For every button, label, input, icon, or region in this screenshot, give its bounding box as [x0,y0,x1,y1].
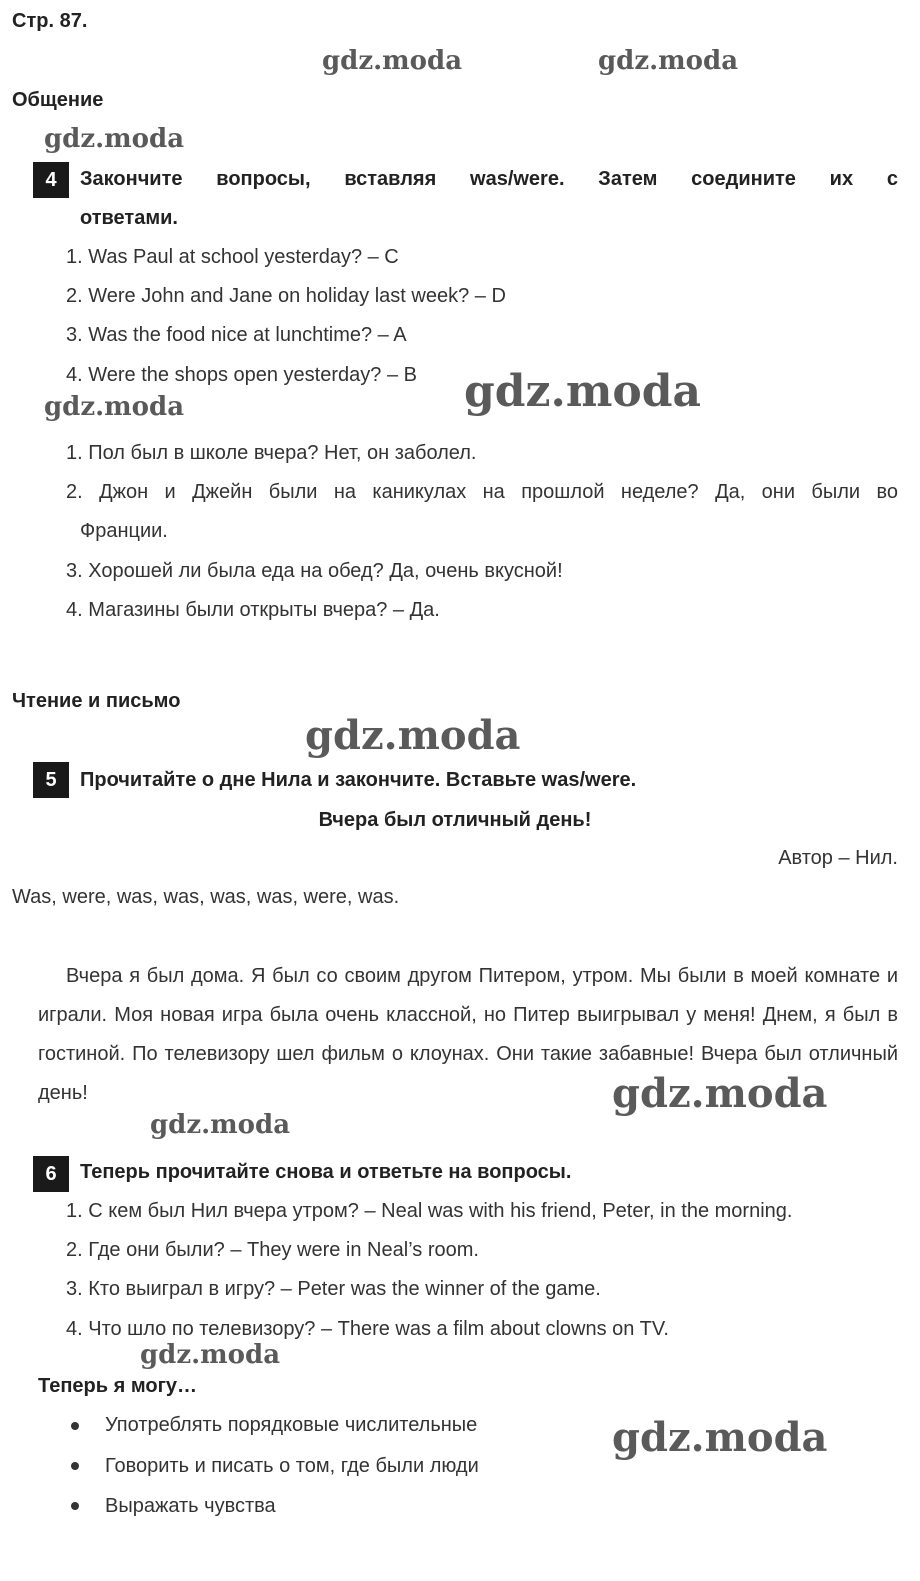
task-title: Теперь прочитайте снова и ответьте на вопросы. [80,1161,572,1183]
bullet-icon [71,1502,79,1510]
task-title: Закончите вопросы, вставляя was/were. Затем соедините их с [80,168,898,190]
answer-line: 4. Что шло по телевизору? – There was a film about clowns on TV. [66,1318,669,1340]
task-title: Прочитайте о дне Нила и закончите. Вставьте was/were. [80,769,637,791]
bullet-icon [71,1462,79,1470]
story-paragraph: Вчера я был дома. Я был со своим другом Питером, утром. Мы были в моей комнате и играли. Моя новая игра была очень классной, но Питер выигрывал у меня! Днем, я был в гостиной. По телевизору шел фильм о клоунах. Они такие забавные! Вчера был отличный день! [38,965,898,1104]
answer-line: 1. Was Paul at school yesterday? – C [66,246,399,268]
task-number-badge: 6 [33,1156,69,1192]
bullet-icon [71,1422,79,1430]
task-number-badge: 4 [33,162,69,198]
watermark: gdz.moda [150,1110,291,1140]
can-do-item: Говорить и писать о том, где были люди [105,1455,479,1477]
can-do-item: Выражать чувства [105,1495,276,1517]
story-author: Автор – Нил. [778,847,898,869]
can-do-title: Теперь я могу… [38,1375,198,1397]
watermark: gdz.moda [464,366,702,417]
answer-line: 2. Где они были? – They were in Neal’s room. [66,1239,479,1261]
answer-line: Was, were, was, was, was, was, were, was. [12,886,400,908]
translation-line: 3. Хорошей ли была еда на обед? Да, очень вкусной! [66,560,563,582]
task-number-badge: 5 [33,762,69,798]
section-title: Общение [12,89,104,111]
answer-line: 3. Was the food nice at lunchtime? – A [66,324,407,346]
watermark: gdz.moda [140,1340,281,1370]
watermark: gdz.moda [612,1070,828,1117]
watermark: gdz.moda [322,46,463,76]
watermark: gdz.moda [44,124,185,154]
answer-line: 3. Кто выиграл в игру? – Peter was the winner of the game. [66,1278,601,1300]
translation-line: Франции. [80,520,168,542]
translation-line: 1. Пол был в школе вчера? Нет, он заболел. [66,442,477,464]
section-title: Чтение и письмо [12,690,181,712]
task-title-cont: ответами. [80,207,178,229]
story-title: Вчера был отличный день! [318,809,592,831]
page-label: Стр. 87. [12,10,88,32]
watermark: gdz.moda [598,46,739,76]
translation-line: 4. Магазины были открыты вчера? – Да. [66,599,440,621]
answer-line: 1. С кем был Нил вчера утром? – Neal was with his friend, Peter, in the morning. [66,1200,793,1222]
can-do-item: Употреблять порядковые числительные [105,1414,478,1436]
translation-line: 2. Джон и Джейн были на каникулах на прошлой неделе? Да, они были во [66,481,898,503]
answer-line: 4. Were the shops open yesterday? – B [66,364,417,386]
watermark: gdz.moda [305,712,521,759]
answer-line: 2. Were John and Jane on holiday last week? – D [66,285,506,307]
watermark: gdz.moda [44,392,185,422]
watermark: gdz.moda [612,1414,828,1461]
